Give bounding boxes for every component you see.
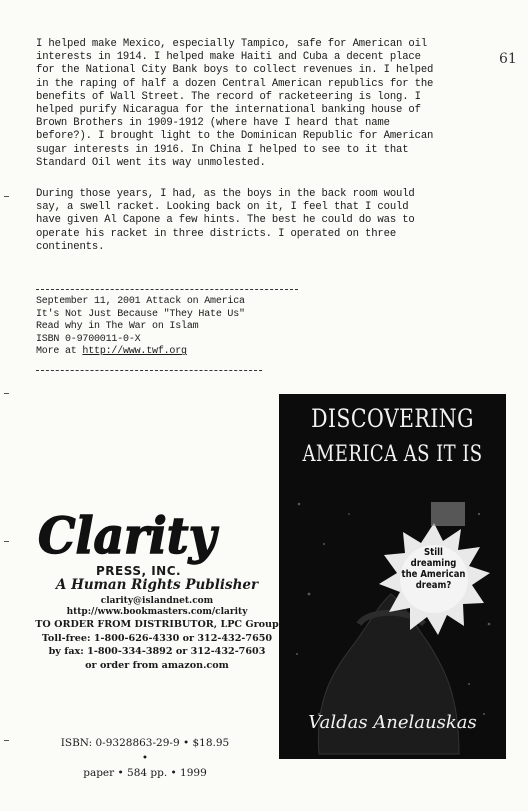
- text-line: have given Al Capone a few hints. The best he could do was to: [36, 214, 415, 227]
- text-line: before?). I brought light to the Dominican Republic for American: [36, 130, 434, 143]
- burst-text-4: dream?: [415, 580, 452, 591]
- ad-line-2: It's Not Just Because "They Hate Us": [36, 308, 245, 320]
- text-line: I helped make Mexico, especially Tampico, safe for American oil: [36, 38, 428, 50]
- tollfree-line: Toll-free: 1-800-626-4330 or 312-432-7650: [41, 632, 273, 644]
- body-paragraph-2: [36, 188, 502, 254]
- ad-line-1: September 11, 2001 Attack on America: [36, 296, 245, 307]
- isbn-price-line: ISBN: 0-9328863-29-9 • $18.95 •: [60, 737, 230, 764]
- book-isbn-block: [60, 736, 230, 781]
- twf-ad: [36, 296, 502, 359]
- cover-author: Valdas Anelauskas: [308, 712, 477, 733]
- text-line: Standard Oil went its way unmolested.: [36, 156, 266, 169]
- ad-line-4: ISBN 0-9700011-0-X: [36, 333, 141, 345]
- handwritten-page-mark: 61: [499, 51, 517, 67]
- text-line: helped purify Nicaragua for the international banking house of: [36, 104, 421, 117]
- text-line: During those years, I had, as the boys in the back room would: [36, 188, 415, 200]
- ad-top-rule: [36, 289, 298, 290]
- margin-tick: [4, 196, 9, 197]
- order-line: TO ORDER FROM DISTRIBUTOR, LPC Group: [35, 619, 279, 630]
- margin-tick: [4, 541, 9, 542]
- text-line: say, a swell racket. Looking back on it, I feel that I could: [36, 201, 409, 214]
- burst-text-1: Still: [424, 547, 443, 558]
- text-line: for the National City Bank boys to collect revenues in. I helped: [36, 64, 434, 77]
- text-line: Brown Brothers in 1909-1912 (where have I heard that name: [36, 117, 390, 130]
- text-line: sugar interests in 1916. In China I helped to see to it that: [36, 143, 409, 156]
- ad-line-3: Read why in The War on Islam: [36, 321, 199, 333]
- publisher-info: [30, 575, 284, 672]
- publisher-tagline: A Human Rights Publisher: [55, 577, 259, 593]
- burst-text-2: dreaming: [410, 558, 457, 569]
- logo-wordmark: Clarity: [38, 506, 219, 565]
- text-line: continents.: [36, 240, 105, 253]
- body-paragraph-1: [36, 38, 502, 170]
- burst-text-3: the American: [401, 569, 466, 580]
- more-at-label: More at: [36, 346, 83, 358]
- publisher-email[interactable]: clarity@islandnet.com: [100, 596, 214, 606]
- ad-line-5: [36, 346, 502, 359]
- book-cover: [279, 394, 506, 759]
- twf-link[interactable]: http://www.twf.org: [82, 346, 187, 358]
- amazon-line: or order from amazon.com: [85, 659, 229, 671]
- clarity-logo: [36, 505, 236, 573]
- press-label: PRESS, INC.: [96, 564, 182, 578]
- book-details-line: paper • 584 pp. • 1999: [83, 767, 207, 779]
- margin-tick: [4, 393, 9, 394]
- cover-title-line-2: AMERICA AS IT IS: [302, 442, 483, 467]
- text-line: interests in 1914. I helped make Haiti and Cuba a decent place: [36, 51, 421, 64]
- ad-bottom-rule: [36, 370, 262, 371]
- fax-line: by fax: 1-800-334-3892 or 312-432-7603: [48, 646, 266, 657]
- text-line: benefits of Wall Street. The record of racketeering is long. I: [36, 90, 421, 103]
- cover-title-line-1: DISCOVERING: [311, 404, 474, 433]
- margin-tick: [4, 740, 9, 741]
- text-line: in the raping of half a dozen Central American republics for the: [36, 77, 434, 90]
- publisher-url[interactable]: http://www.bookmasters.com/clarity: [66, 607, 248, 617]
- text-line: operate his racket in three districts. I operated on three: [36, 227, 397, 240]
